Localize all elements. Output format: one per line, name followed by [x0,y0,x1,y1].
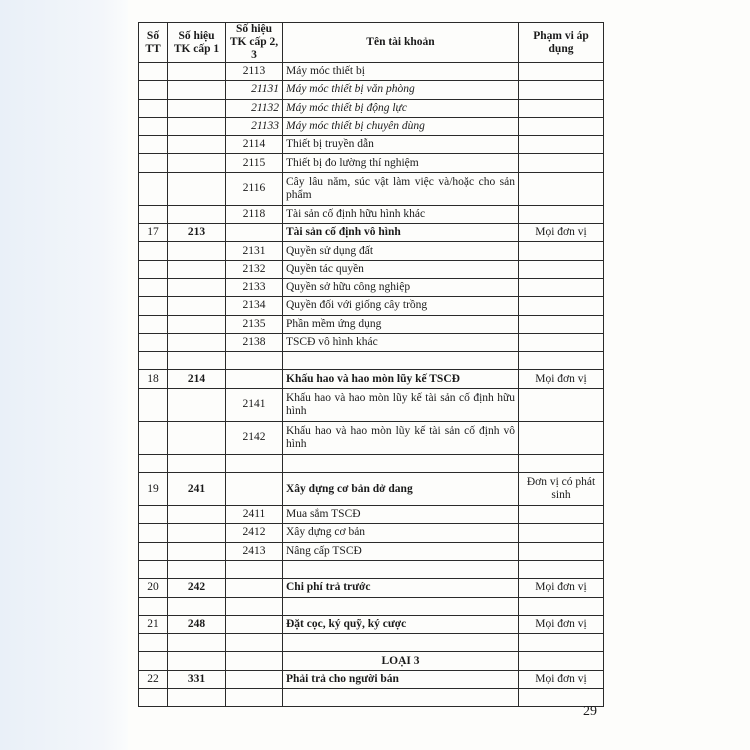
cell-stt [139,99,168,117]
cell-name: LOẠI 3 [283,652,519,670]
cell-name: Quyền sử dụng đất [283,242,519,260]
cell-name: TSCĐ vô hình khác [283,333,519,351]
cell-name: Khấu hao và hao mòn lũy kế tài sản cố định vô hình [283,421,519,454]
cell-tk23: 2116 [226,172,283,205]
cell-stt [139,634,168,652]
cell-tk1 [168,333,226,351]
cell-name: Máy móc thiết bị [283,63,519,81]
cell-tk23 [226,634,283,652]
table-body [139,63,604,707]
cell-tk1 [168,297,226,315]
cell-name: Máy móc thiết bị chuyên dùng [283,117,519,135]
cell-scope [519,278,604,296]
cell-scope: Mọi đơn vị [519,670,604,688]
cell-scope [519,297,604,315]
cell-stt: 20 [139,579,168,597]
cell-tk23: 2411 [226,506,283,524]
cell-tk1 [168,542,226,560]
cell-stt [139,333,168,351]
cell-scope [519,315,604,333]
cell-name: Khấu hao và hao mòn lũy kế tài sản cố định hữu hình [283,388,519,421]
cell-name: Đặt cọc, ký quỹ, ký cược [283,615,519,633]
cell-stt: 17 [139,224,168,242]
table-row [139,315,604,333]
cell-tk23 [226,615,283,633]
table-row [139,454,604,472]
cell-tk23: 2413 [226,542,283,560]
cell-stt [139,524,168,542]
scan-edge [0,0,128,750]
cell-stt [139,117,168,135]
cell-name [283,454,519,472]
cell-stt: 21 [139,615,168,633]
cell-tk23: 2142 [226,421,283,454]
table-row [139,154,604,172]
table-row [139,224,604,242]
cell-tk23: 21131 [226,81,283,99]
table-row [139,579,604,597]
cell-name: Tài sản cố định vô hình [283,224,519,242]
cell-scope [519,634,604,652]
cell-stt [139,260,168,278]
cell-stt [139,297,168,315]
cell-scope [519,172,604,205]
table-row [139,242,604,260]
cell-tk1 [168,315,226,333]
table-header [139,23,604,63]
cell-name [283,689,519,707]
cell-scope [519,352,604,370]
table-row [139,117,604,135]
cell-tk23 [226,597,283,615]
cell-tk1 [168,242,226,260]
table-row [139,99,604,117]
cell-tk1 [168,634,226,652]
cell-tk23: 2114 [226,136,283,154]
cell-tk1 [168,506,226,524]
cell-tk1 [168,63,226,81]
header-tk23: Số hiệu TK cấp 2, 3 [226,23,283,63]
cell-tk23 [226,670,283,688]
cell-name: Thiết bị đo lường thí nghiệm [283,154,519,172]
cell-tk23 [226,473,283,506]
cell-tk23: 2118 [226,205,283,223]
cell-stt: 22 [139,670,168,688]
header-scope: Phạm vi áp dụng [519,23,604,63]
cell-stt [139,421,168,454]
cell-scope [519,652,604,670]
cell-tk23: 2115 [226,154,283,172]
cell-stt [139,154,168,172]
cell-scope [519,117,604,135]
table-row [139,615,604,633]
cell-tk1: 213 [168,224,226,242]
cell-tk23: 2131 [226,242,283,260]
cell-tk23 [226,560,283,578]
table-row [139,63,604,81]
cell-scope: Mọi đơn vị [519,224,604,242]
table-row [139,278,604,296]
cell-tk23 [226,352,283,370]
cell-tk23 [226,454,283,472]
cell-stt [139,560,168,578]
cell-tk1 [168,560,226,578]
cell-tk1: 248 [168,615,226,633]
cell-stt [139,63,168,81]
cell-tk1 [168,597,226,615]
cell-name: Máy móc thiết bị động lực [283,99,519,117]
cell-stt [139,352,168,370]
cell-name [283,634,519,652]
cell-name: Tài sản cố định hữu hình khác [283,205,519,223]
cell-name: Quyền sở hữu công nghiệp [283,278,519,296]
cell-stt [139,597,168,615]
cell-name: Phần mềm ứng dụng [283,315,519,333]
cell-scope [519,542,604,560]
cell-tk1 [168,278,226,296]
table-row [139,634,604,652]
table-row [139,421,604,454]
cell-name: Máy móc thiết bị văn phòng [283,81,519,99]
cell-scope [519,560,604,578]
cell-scope [519,154,604,172]
cell-tk1 [168,205,226,223]
cell-stt [139,454,168,472]
cell-scope [519,597,604,615]
cell-stt [139,652,168,670]
table-row [139,333,604,351]
cell-stt [139,172,168,205]
cell-scope [519,388,604,421]
cell-tk1 [168,388,226,421]
cell-name: Thiết bị truyền dẫn [283,136,519,154]
cell-stt [139,136,168,154]
cell-stt [139,242,168,260]
cell-tk23: 2138 [226,333,283,351]
table-row [139,670,604,688]
cell-tk23 [226,370,283,388]
cell-name: Chi phí trả trước [283,579,519,597]
cell-name: Xây dựng cơ bản [283,524,519,542]
cell-scope [519,242,604,260]
table-row [139,81,604,99]
table-row [139,172,604,205]
cell-tk23 [226,689,283,707]
table-row [139,205,604,223]
cell-name: Khấu hao và hao mòn lũy kế TSCĐ [283,370,519,388]
cell-tk1 [168,652,226,670]
cell-stt [139,278,168,296]
cell-tk23 [226,652,283,670]
cell-tk1 [168,172,226,205]
cell-tk1: 331 [168,670,226,688]
cell-scope: Mọi đơn vị [519,370,604,388]
cell-scope [519,421,604,454]
cell-tk1 [168,454,226,472]
cell-tk23: 21133 [226,117,283,135]
table-row [139,370,604,388]
cell-tk23: 21132 [226,99,283,117]
cell-scope [519,454,604,472]
table-row [139,689,604,707]
cell-name: Cây lâu năm, súc vật làm việc và/hoặc cho sản phẩm [283,172,519,205]
cell-tk1 [168,154,226,172]
cell-tk1 [168,81,226,99]
cell-scope [519,205,604,223]
header-name: Tên tài khoản [283,23,519,63]
cell-tk1 [168,99,226,117]
cell-name: Phải trả cho người bán [283,670,519,688]
table-row [139,388,604,421]
header-stt: Số TT [139,23,168,63]
cell-tk23: 2134 [226,297,283,315]
table-row [139,136,604,154]
cell-tk1 [168,117,226,135]
cell-scope [519,99,604,117]
cell-scope: Mọi đơn vị [519,579,604,597]
cell-tk1 [168,352,226,370]
cell-name: Nâng cấp TSCĐ [283,542,519,560]
cell-tk1 [168,524,226,542]
cell-scope [519,63,604,81]
cell-stt [139,542,168,560]
table-row [139,652,604,670]
cell-tk23: 2132 [226,260,283,278]
cell-name [283,352,519,370]
cell-scope [519,260,604,278]
cell-stt [139,388,168,421]
table-row [139,473,604,506]
cell-name [283,597,519,615]
cell-scope [519,136,604,154]
table-row [139,352,604,370]
cell-tk23: 2135 [226,315,283,333]
page-number: 29 [583,704,597,719]
cell-scope [519,506,604,524]
header-tk1: Số hiệu TK cấp 1 [168,23,226,63]
cell-stt [139,689,168,707]
cell-stt [139,81,168,99]
cell-tk1: 241 [168,473,226,506]
cell-tk1 [168,421,226,454]
table-row [139,506,604,524]
cell-name: Quyền đối với giống cây trồng [283,297,519,315]
cell-name [283,560,519,578]
cell-tk1 [168,689,226,707]
cell-tk23 [226,224,283,242]
cell-name: Mua sắm TSCĐ [283,506,519,524]
cell-tk23: 2412 [226,524,283,542]
cell-tk23: 2113 [226,63,283,81]
cell-tk1 [168,136,226,154]
cell-name: Xây dựng cơ bản dở dang [283,473,519,506]
cell-stt: 19 [139,473,168,506]
cell-tk23: 2133 [226,278,283,296]
cell-stt [139,506,168,524]
cell-scope: Đơn vị có phát sinh [519,473,604,506]
cell-tk1 [168,260,226,278]
table-row [139,560,604,578]
table-row [139,542,604,560]
chart-of-accounts-table [138,22,604,707]
cell-tk23: 2141 [226,388,283,421]
cell-stt: 18 [139,370,168,388]
cell-scope [519,333,604,351]
table-row [139,297,604,315]
table-row [139,260,604,278]
cell-tk23 [226,579,283,597]
cell-stt [139,315,168,333]
cell-scope [519,81,604,99]
table-row [139,524,604,542]
cell-name: Quyền tác quyền [283,260,519,278]
cell-stt [139,205,168,223]
cell-tk1: 242 [168,579,226,597]
cell-scope [519,524,604,542]
cell-tk1: 214 [168,370,226,388]
cell-scope: Mọi đơn vị [519,615,604,633]
table-row [139,597,604,615]
